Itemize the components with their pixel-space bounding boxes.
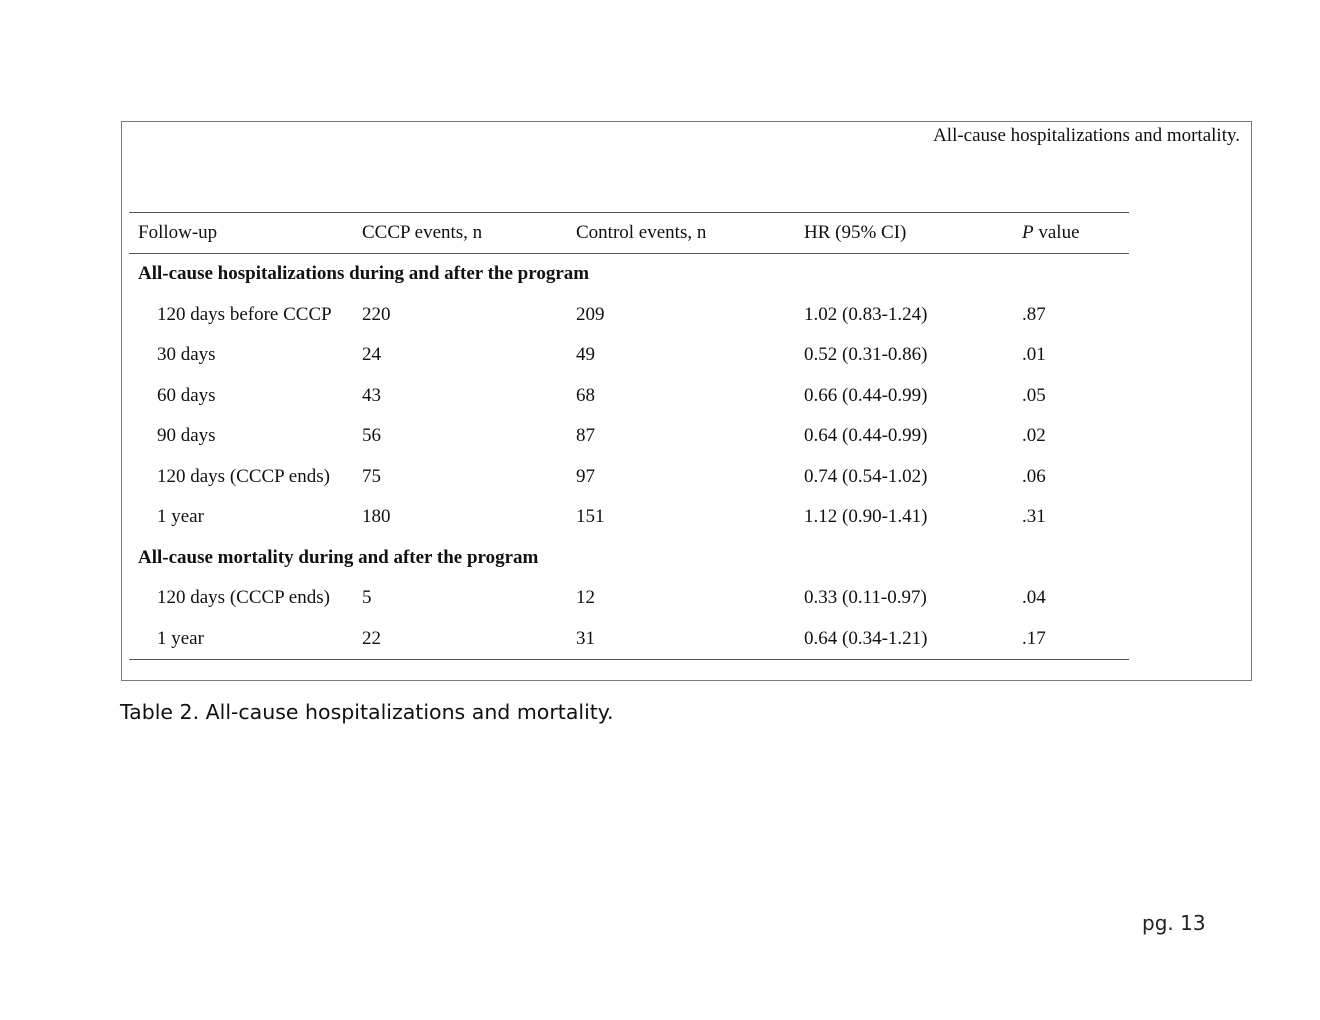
cell-hr: 0.66 (0.44-0.99) (804, 384, 928, 406)
page-number: pg. 13 (1142, 911, 1206, 935)
cell-hr: 0.64 (0.44-0.99) (804, 425, 928, 447)
cell-follow-up: 120 days (CCCP ends) (157, 465, 330, 487)
cell-control: 151 (576, 506, 605, 528)
cell-follow-up: 120 days before CCCP (157, 303, 332, 325)
table-row (129, 335, 1129, 376)
cell-cccp: 180 (362, 506, 391, 528)
cell-follow-up: 90 days (157, 425, 216, 447)
cell-hr: 0.33 (0.11-0.97) (804, 587, 927, 609)
header-cccp-events: CCCP events, n (362, 222, 483, 243)
cell-cccp: 43 (362, 384, 381, 406)
cell-control: 209 (576, 303, 605, 325)
table-row (129, 416, 1129, 457)
cell-control: 49 (576, 344, 595, 366)
table-header-row (129, 213, 1129, 254)
table-row (129, 497, 1129, 538)
header-follow-up: Follow-up (138, 222, 218, 243)
frame-title: All-cause hospitalizations and mortality. (933, 125, 1240, 146)
cell-follow-up: 1 year (157, 627, 204, 649)
table-row (129, 578, 1129, 619)
table-row (129, 295, 1129, 336)
cell-control: 68 (576, 384, 595, 406)
cell-cccp: 220 (362, 303, 391, 325)
cell-cccp: 5 (362, 587, 372, 609)
table-row (129, 619, 1129, 660)
cell-hr: 0.52 (0.31-0.86) (804, 344, 928, 366)
cell-control: 12 (576, 587, 595, 609)
cell-follow-up: 30 days (157, 344, 216, 366)
header-p-rest: value (1033, 222, 1080, 243)
cell-p: .05 (1022, 384, 1046, 406)
cell-control: 31 (576, 627, 595, 649)
cell-follow-up: 60 days (157, 384, 216, 406)
cell-control: 87 (576, 425, 595, 447)
table-caption: Table 2. All-cause hospitalizations and mortality. (120, 700, 614, 724)
header-hr: HR (95% CI) (804, 222, 907, 243)
cell-cccp: 75 (362, 465, 381, 487)
section-title-row (129, 538, 1129, 579)
header-p-value (1022, 222, 1080, 244)
header-p-italic: P (1022, 222, 1034, 243)
section-title: All-cause mortality during and after the program (138, 546, 539, 568)
section-title-row (129, 254, 1129, 295)
cell-p: .31 (1022, 506, 1046, 528)
cell-p: .06 (1022, 465, 1046, 487)
cell-cccp: 24 (362, 344, 381, 366)
results-table (129, 212, 1129, 660)
cell-control: 97 (576, 465, 595, 487)
cell-p: .87 (1022, 303, 1046, 325)
cell-p: .02 (1022, 425, 1046, 447)
table-row (129, 376, 1129, 417)
cell-follow-up: 1 year (157, 506, 204, 528)
cell-p: .01 (1022, 344, 1046, 366)
cell-cccp: 56 (362, 425, 381, 447)
cell-hr: 1.12 (0.90-1.41) (804, 506, 928, 528)
table-row (129, 457, 1129, 498)
cell-follow-up: 120 days (CCCP ends) (157, 587, 330, 609)
cell-hr: 0.74 (0.54-1.02) (804, 465, 928, 487)
header-control-events: Control events, n (576, 222, 707, 243)
cell-p: .04 (1022, 587, 1046, 609)
cell-cccp: 22 (362, 627, 381, 649)
cell-p: .17 (1022, 627, 1046, 649)
cell-hr: 1.02 (0.83-1.24) (804, 303, 928, 325)
cell-hr: 0.64 (0.34-1.21) (804, 627, 928, 649)
section-title: All-cause hospitalizations during and after the program (138, 263, 590, 285)
table-frame (121, 121, 1252, 681)
